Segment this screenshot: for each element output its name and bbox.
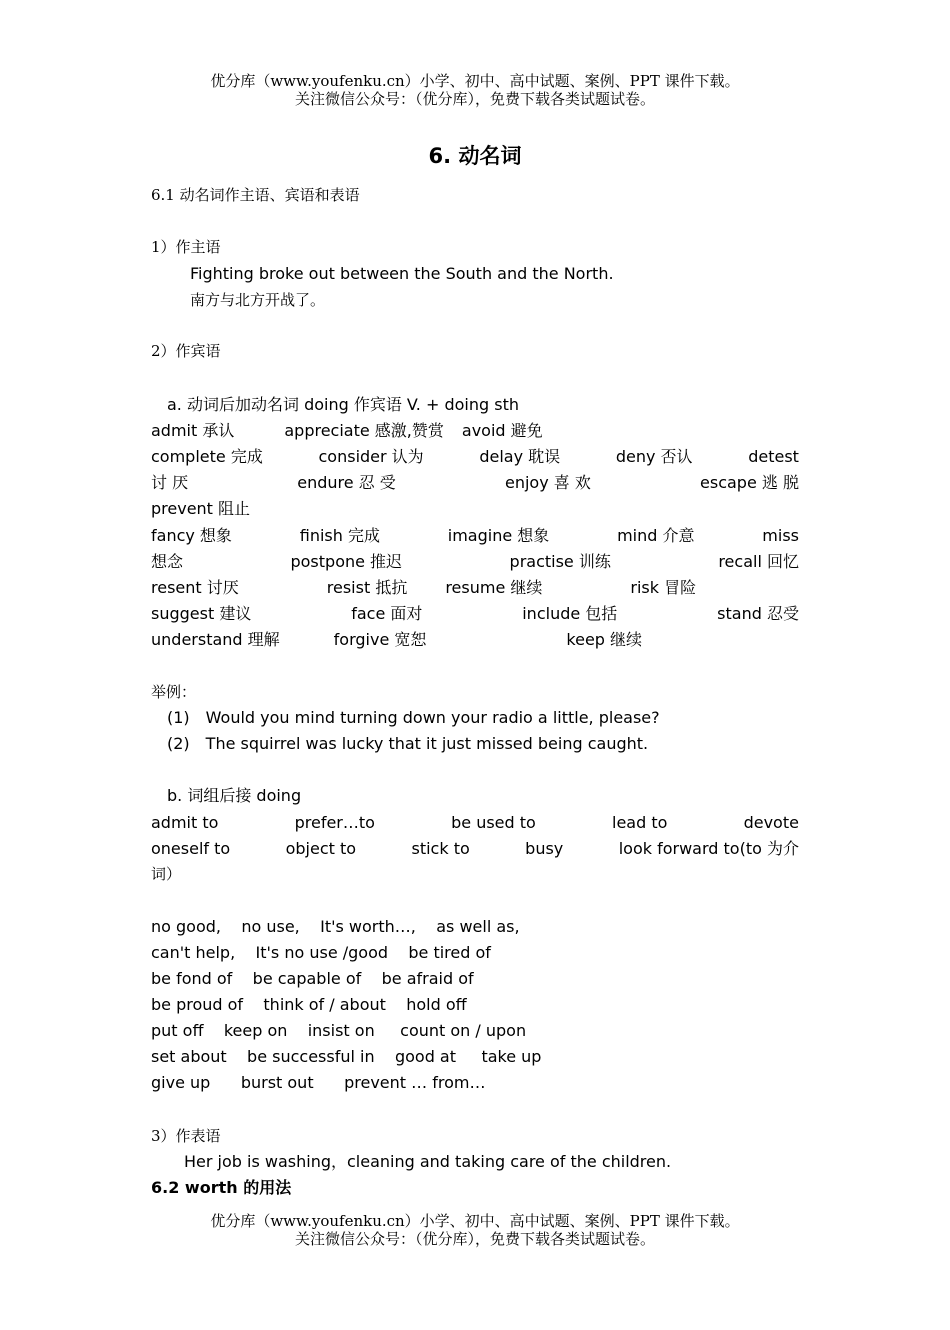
verb-row-3 <box>151 473 799 493</box>
phrase-line-1 <box>151 917 520 937</box>
sub1-example-en: Fighting broke out between the South and the North. <box>190 264 614 283</box>
verb-item: face 面对 <box>351 604 423 623</box>
verb-item: postpone 推迟 <box>290 552 403 571</box>
sub3-heading: 3）作表语 <box>151 1127 221 1145</box>
verb-item: consider 认为 <box>318 447 424 466</box>
phrase-item: be fond of <box>151 969 233 988</box>
example-text: Would you mind turning down your radio a little, please? <box>205 708 660 727</box>
verb-item: admit 承认 <box>151 421 235 440</box>
sub2-a-heading: a. 动词后加动名词 doing 作宾语 V. + doing sth <box>167 395 519 414</box>
phrase-line-3 <box>151 969 474 989</box>
verb-item: complete 完成 <box>151 447 263 466</box>
sub3-example: Her job is washing，cleaning and taking care of the children. <box>184 1152 672 1171</box>
verb-item: prevent 阻止 <box>151 499 251 518</box>
phrase-item: give up <box>151 1073 211 1092</box>
phrase-item: prefer…to <box>294 813 375 832</box>
verb-item: resume 继续 <box>445 578 543 597</box>
phrase-item: insist on <box>307 1021 375 1040</box>
sub2-b-heading: b. 词组后接 doing <box>167 786 302 805</box>
verb-row-4 <box>151 499 250 519</box>
phrase-item: good at <box>394 1047 457 1066</box>
phrase-item: be successful in <box>247 1047 375 1066</box>
verb-item: imagine 想象 <box>447 526 550 545</box>
verb-row-7 <box>151 578 696 598</box>
phrase-item: busy <box>525 839 564 858</box>
sub2-heading: 2）作宾语 <box>151 342 221 360</box>
sub1-heading: 1）作主语 <box>151 238 221 256</box>
verb-item: risk 冒险 <box>630 578 697 597</box>
phrase-item: burst out <box>240 1073 314 1092</box>
verb-row-8 <box>151 604 799 624</box>
verb-item: endure 忍 受 <box>297 473 396 492</box>
page-footer <box>0 1212 950 1248</box>
phrase-line-4 <box>151 995 467 1015</box>
example-number: (1) <box>167 708 190 727</box>
verb-row-6 <box>151 552 799 572</box>
phrase-item: hold off <box>406 995 467 1014</box>
phrase-item: as well as, <box>436 917 520 936</box>
sub1-example-cn: 南方与北方开战了。 <box>190 291 326 309</box>
header-line-1: 优分库（www.youfenku.cn）小学、初中、高中试题、案例、PPT 课件下载。 <box>210 72 740 90</box>
phrase-item: count on / upon <box>400 1021 527 1040</box>
footer-line-1: 优分库（www.youfenku.cn）小学、初中、高中试题、案例、PPT 课件下载。 <box>210 1212 740 1230</box>
example-text: The squirrel was lucky that it just missed being caught. <box>205 734 649 753</box>
phrase-item: lead to <box>612 813 668 832</box>
phrase-row-2 <box>151 839 799 859</box>
verb-row-9 <box>151 630 642 650</box>
phrase-row-3: 词） <box>151 865 182 883</box>
verb-item: mind 介意 <box>617 526 695 545</box>
phrase-item: be tired of <box>408 943 491 962</box>
page-title: 6. 动名词 <box>428 144 522 168</box>
phrase-item: be afraid of <box>381 969 474 988</box>
phrase-line-5 <box>151 1021 526 1041</box>
verb-item: avoid 避免 <box>461 421 543 440</box>
verb-row-1 <box>151 421 543 441</box>
verb-item: miss <box>762 526 799 545</box>
verb-item: understand 理解 <box>151 630 280 649</box>
verb-row-2 <box>151 447 799 467</box>
phrase-item: take up <box>481 1047 542 1066</box>
verb-item: fancy 想象 <box>151 526 232 545</box>
phrase-item: be used to <box>451 813 536 832</box>
phrase-item: no good, <box>151 917 221 936</box>
section-6-2-heading: 6.2 worth 的用法 <box>151 1178 292 1197</box>
phrase-item: It's no use /good <box>255 943 389 962</box>
phrase-item: put off <box>151 1021 204 1040</box>
verb-item: detest <box>748 447 799 466</box>
phrase-item: It's worth…, <box>320 917 416 936</box>
phrase-item: oneself to <box>151 839 231 858</box>
verb-item: finish 完成 <box>299 526 380 545</box>
phrase-item: be proud of <box>151 995 244 1014</box>
verb-item: stand 忍受 <box>717 604 799 623</box>
phrase-line-2 <box>151 943 491 963</box>
verb-item: enjoy 喜 欢 <box>504 473 591 492</box>
phrase-line-7 <box>151 1073 485 1093</box>
verb-item: practise 训练 <box>509 552 611 571</box>
verb-row-5 <box>151 526 799 546</box>
phrase-item: keep on <box>223 1021 288 1040</box>
phrase-item: set about <box>151 1047 227 1066</box>
phrase-item: can't help, <box>151 943 236 962</box>
verb-item: resist 抵抗 <box>326 578 408 597</box>
phrase-item: prevent … from… <box>344 1073 486 1092</box>
section-6-1-heading: 6.1 动名词作主语、宾语和表语 <box>151 186 360 204</box>
phrase-item: stick to <box>411 839 470 858</box>
verb-item: include 包括 <box>522 604 618 623</box>
footer-line-2: 关注微信公众号：（优分库），免费下载各类试题试卷。 <box>294 1230 655 1248</box>
verb-item: 讨 厌 <box>151 473 189 492</box>
header-line-2: 关注微信公众号：（优分库），免费下载各类试题试卷。 <box>294 90 655 108</box>
phrase-item: devote <box>743 813 799 832</box>
verb-item: 想念 <box>151 552 184 571</box>
phrase-line-6 <box>151 1047 541 1067</box>
verb-item: forgive 宽恕 <box>333 630 427 649</box>
verb-item: escape 逃 脱 <box>700 473 799 492</box>
phrase-item: object to <box>285 839 357 858</box>
verb-item: delay 耽误 <box>479 447 561 466</box>
example-2 <box>167 734 648 754</box>
examples-label: 举例： <box>151 683 197 701</box>
verb-item: recall 回忆 <box>718 552 799 571</box>
phrase-row-1 <box>151 813 799 833</box>
phrase-item: admit to <box>151 813 219 832</box>
verb-item: appreciate 感激,赞赏 <box>284 421 444 440</box>
verb-item: deny 否认 <box>615 447 693 466</box>
phrase-item: be capable of <box>252 969 362 988</box>
phrase-item: look forward to(to 为介 <box>618 839 799 858</box>
verb-item: suggest 建议 <box>151 604 252 623</box>
page-header <box>0 72 950 108</box>
verb-item: resent 讨厌 <box>151 578 239 597</box>
phrase-item: think of / about <box>263 995 386 1014</box>
example-number: (2) <box>167 734 190 753</box>
verb-item: keep 继续 <box>566 630 643 649</box>
example-1 <box>167 708 660 728</box>
phrase-item: no use, <box>241 917 300 936</box>
